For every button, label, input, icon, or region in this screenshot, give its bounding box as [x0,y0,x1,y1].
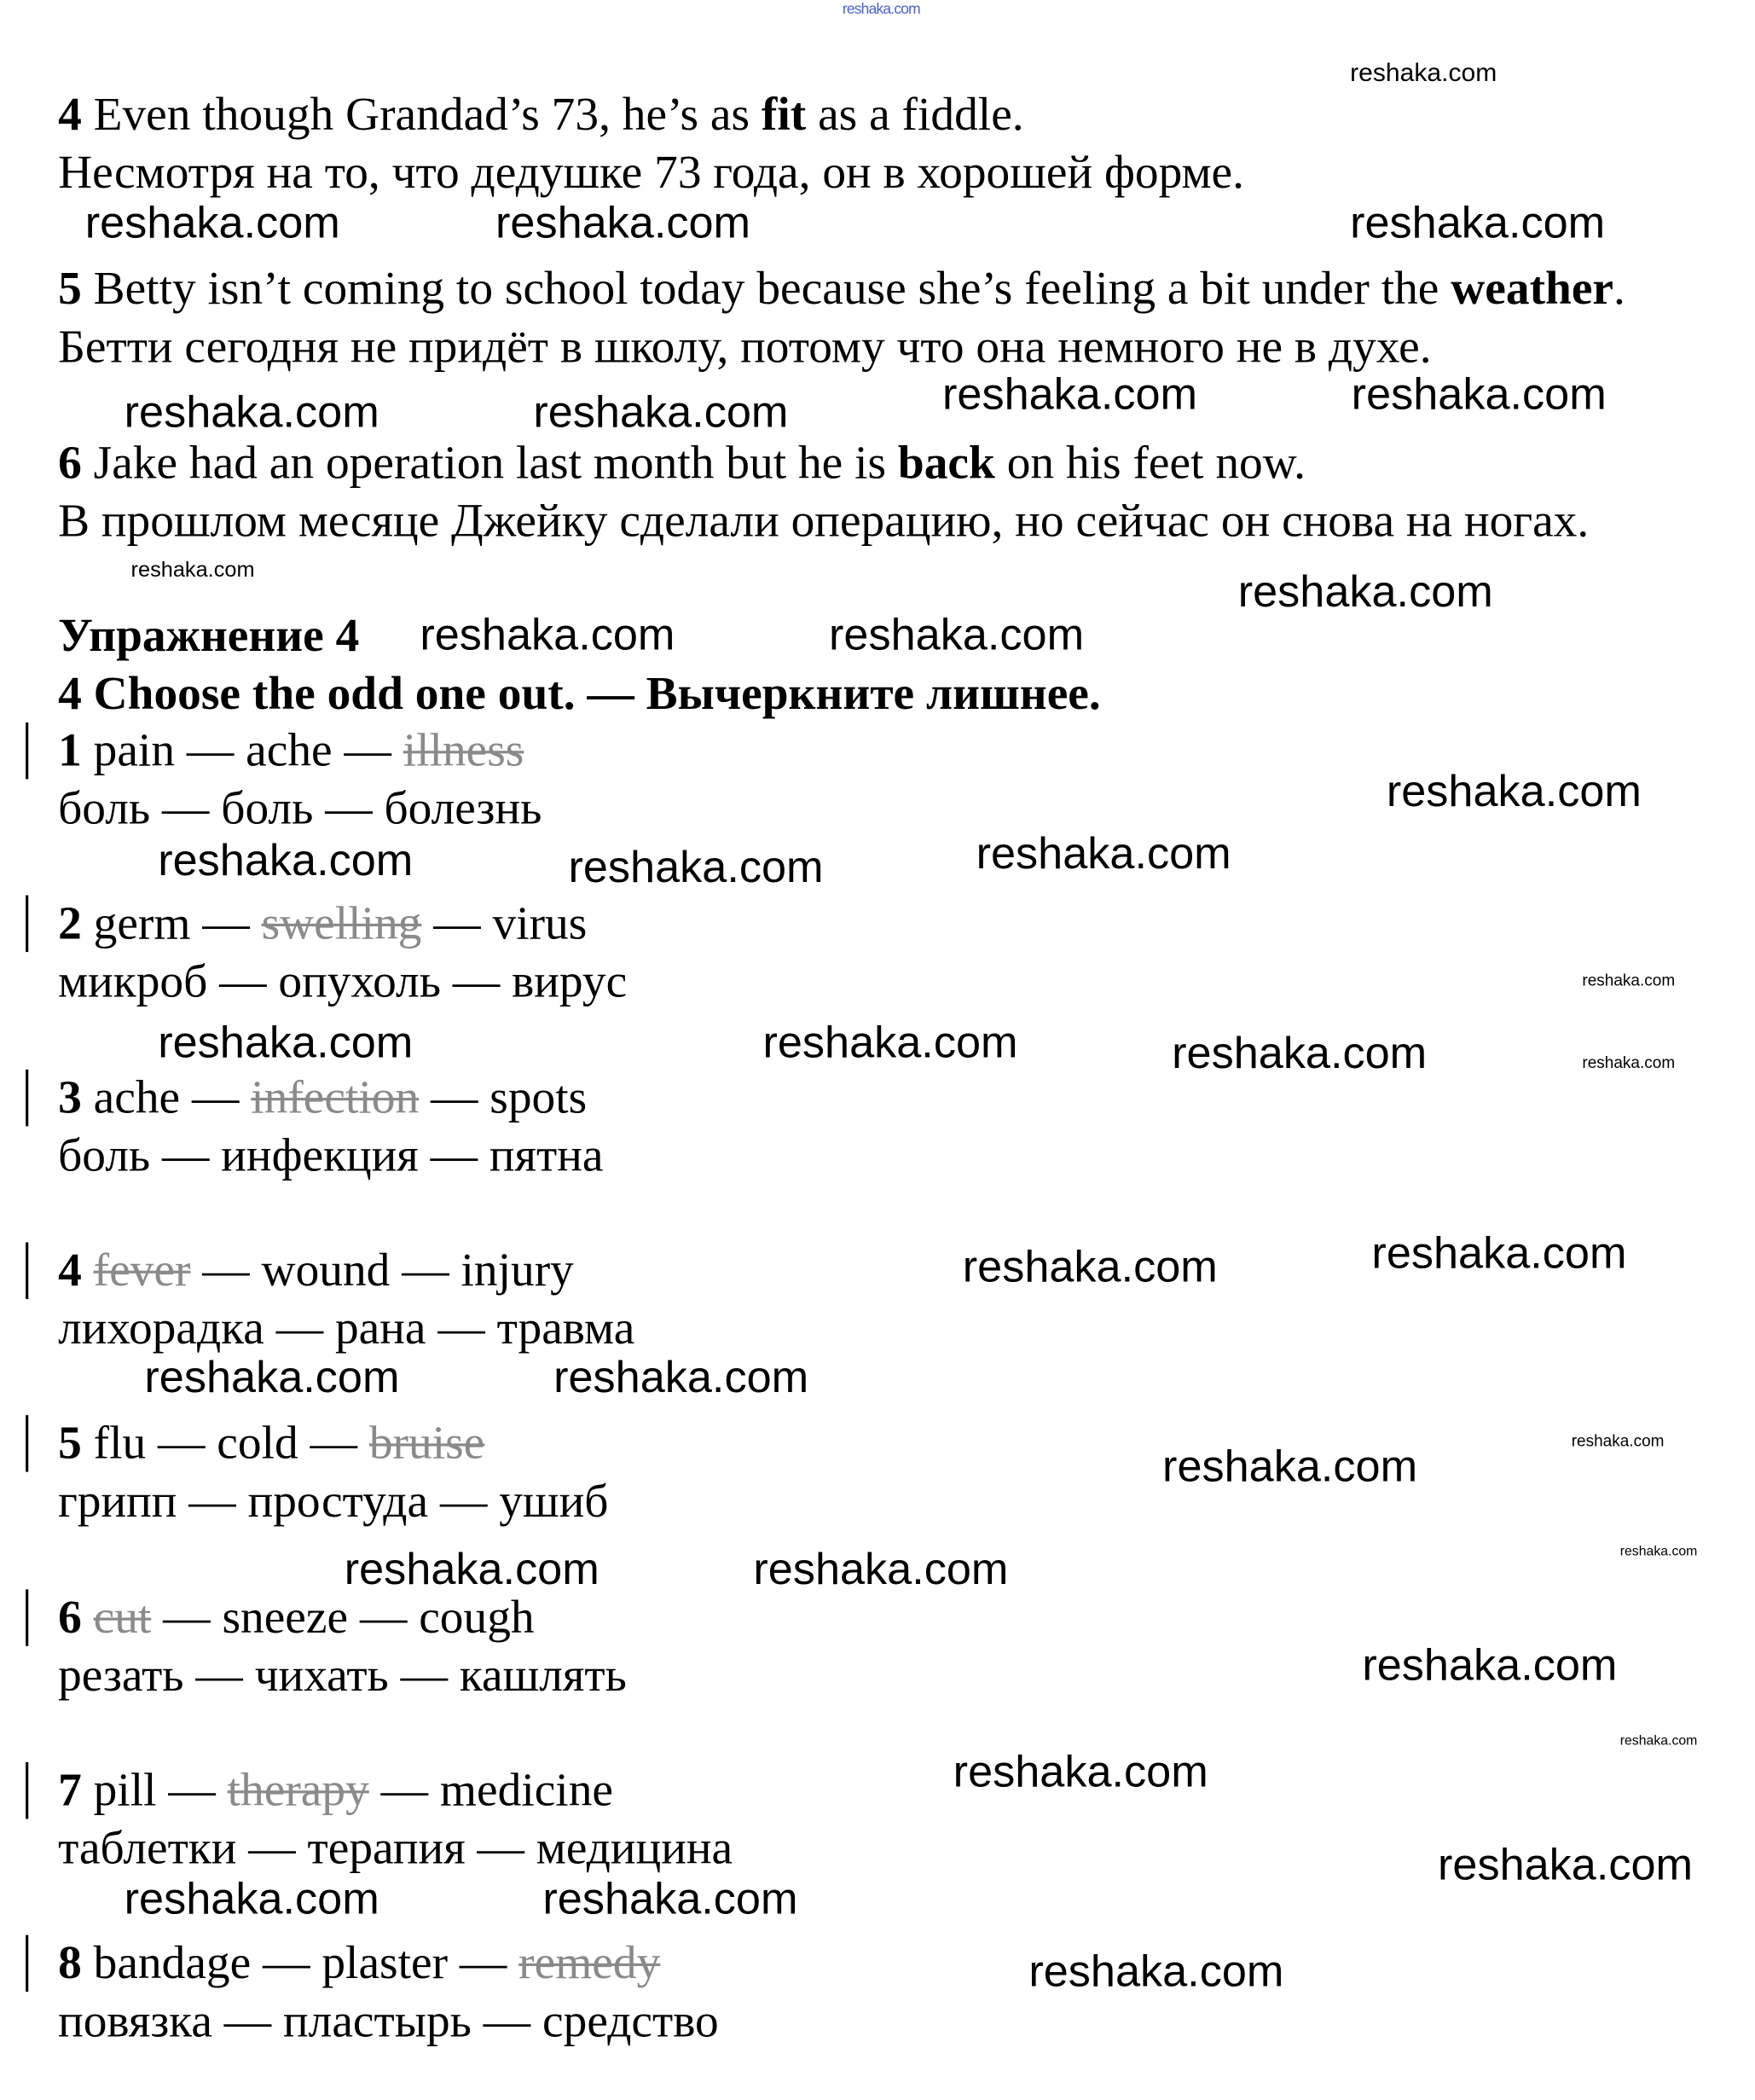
struck-word: fever [93,1243,191,1297]
answer-marker-bar [26,1242,28,1298]
separator: — [298,1416,369,1470]
struck-word: therapy [227,1763,369,1816]
sentence-english [58,87,1024,141]
item-translation: боль — боль — болезнь [58,781,542,835]
sentence-english [58,436,1306,490]
sentence-text-after: on his feet now. [994,436,1306,490]
word: bandage [93,1936,252,1990]
answer-marker-bar [26,1415,28,1471]
watermark: reshaka.com [1582,971,1676,990]
sentence-keyword: weather [1451,262,1614,315]
watermark: reshaka.com [753,1543,1009,1594]
item-number: 1 [58,723,82,777]
sentence-keyword: back [897,436,995,490]
exercise-item [58,1416,485,1470]
watermark: reshaka.com [1350,59,1497,88]
struck-word: bruise [368,1416,485,1470]
watermark: reshaka.com [124,386,379,437]
word: plaster [321,1936,449,1990]
sentence-russian: В прошлом месяце Джейку сделали операцию, но сейчас он снова на ногах. [58,494,1590,548]
watermark: reshaka.com [1237,566,1493,616]
separator: — [175,723,246,777]
answer-marker-bar [26,896,28,952]
separator: — [332,723,403,777]
sentence-keyword: fit [761,87,807,141]
item-translation: таблетки — терапия — медицина [58,1821,733,1875]
exercise-heading: Упражнение 4 [58,608,360,662]
watermark: reshaka.com [533,386,789,437]
watermark: reshaka.com [553,1351,809,1402]
exercise-item [58,1590,535,1643]
sentence-text-before: Even though Grandad’s 73, he’s as [93,87,762,141]
watermark: reshaka.com [942,368,1198,419]
watermark: reshaka.com [1162,1441,1418,1491]
item-number: 6 [58,1590,82,1643]
separator: — [421,896,493,950]
watermark: reshaka.com [495,197,751,247]
item-number: 4 [58,1243,82,1297]
watermark: reshaka.com [130,559,255,583]
watermark: reshaka.com [568,841,824,891]
separator: — [146,1416,217,1470]
word: ache [246,723,333,777]
item-translation: повязка — пластырь — средство [58,1994,719,2048]
word: wound [261,1243,391,1297]
exercise-item [58,1936,661,1990]
watermark: reshaka.com [1028,1946,1284,1996]
struck-word: illness [403,723,524,777]
watermark: reshaka.com [962,1240,1218,1291]
exercise-item [58,1070,588,1123]
word: sneeze [222,1590,349,1643]
answer-marker-bar [26,1589,28,1645]
exercise-task: 4 Choose the odd one out. — Вычеркните лишнее. [58,667,1101,720]
watermark: reshaka.com [1386,765,1642,816]
item-translation: боль — инфекция — пятна [58,1128,604,1181]
item-number: 2 [58,896,82,950]
item-translation: микроб — опухоль — вирус [58,954,628,1008]
answer-marker-bar [26,1935,28,1992]
watermark: reshaka.com [1172,1027,1428,1078]
word: pain [93,723,176,777]
watermark: reshaka.com [542,1872,798,1923]
watermark: reshaka.com [1582,1053,1676,1072]
word: pill [93,1763,157,1816]
exercise-item [58,723,524,777]
watermark: reshaka.com [144,1351,400,1402]
word: injury [460,1243,574,1297]
watermark: reshaka.com [124,1872,379,1923]
sentence-number: 5 [58,262,82,315]
watermark: reshaka.com [1571,1431,1665,1451]
separator: — [368,1763,440,1816]
word: flu [93,1416,147,1470]
sentence-english [58,262,1625,315]
sentence-text-before: Jake had an operation last month but he is [93,436,898,490]
item-translation: резать — чихать — кашлять [58,1648,627,1701]
watermark: reshaka.com [420,608,675,659]
word: spots [489,1070,588,1123]
watermark: reshaka.com [1438,1839,1694,1889]
watermark: reshaka.com [158,1017,414,1067]
word: medicine [439,1763,613,1816]
struck-word: swelling [261,896,422,950]
watermark: reshaka.com [344,1543,599,1594]
word: virus [492,896,588,950]
sentence-russian: Бетти сегодня не придёт в школу, потому что она немного не в духе. [58,320,1432,373]
watermark: reshaka.com [1619,1733,1698,1749]
watermark: reshaka.com [976,827,1231,879]
watermark: reshaka.com [829,608,1085,659]
item-translation: грипп — простуда — ушиб [58,1475,609,1528]
top-watermark: reshaka.com [842,1,920,18]
separator: — [348,1590,420,1643]
separator: — [190,896,262,950]
watermark: reshaka.com [158,834,414,885]
sentence-russian: Несмотря на то, что дедушке 73 года, он в хорошей форме. [58,145,1244,199]
watermark: reshaka.com [84,197,340,247]
item-translation: лихорадка — рана — травма [58,1301,635,1355]
watermark: reshaka.com [1351,368,1607,419]
item-number: 7 [58,1763,82,1816]
sentence-text-after: as a fiddle. [806,87,1024,141]
answer-marker-bar [26,1069,28,1125]
watermark: reshaka.com [1371,1227,1627,1278]
separator: — [156,1763,228,1816]
separator: — [390,1243,461,1297]
word: germ [93,896,191,950]
item-number: 8 [58,1936,82,1990]
item-number: 5 [58,1416,82,1470]
sentence-text-before: Betty isn’t coming to school today because she’s feeling a bit under the [93,262,1451,315]
word: cold [217,1416,298,1470]
separator: — [419,1070,490,1123]
exercise-item [58,1763,613,1816]
separator: — [190,1243,262,1297]
struck-word: remedy [518,1936,661,1990]
separator: — [151,1590,223,1643]
word: cough [419,1590,535,1643]
separator: — [180,1070,252,1123]
sentence-number: 4 [58,87,82,141]
watermark: reshaka.com [762,1017,1018,1067]
sentence-number: 6 [58,436,82,490]
sentence-text-after: . [1613,262,1625,315]
separator: — [251,1936,322,1990]
separator: — [448,1936,519,1990]
exercise-item [58,1243,574,1297]
struck-word: infection [251,1070,420,1123]
watermark: reshaka.com [953,1745,1208,1796]
item-number: 3 [58,1070,82,1123]
word: ache [93,1070,181,1123]
struck-word: cut [93,1590,152,1643]
exercise-item [58,896,588,950]
watermark: reshaka.com [1619,1545,1698,1560]
answer-marker-bar [26,1762,28,1819]
watermark: reshaka.com [1350,197,1606,247]
answer-marker-bar [26,722,28,779]
watermark: reshaka.com [1362,1639,1618,1690]
